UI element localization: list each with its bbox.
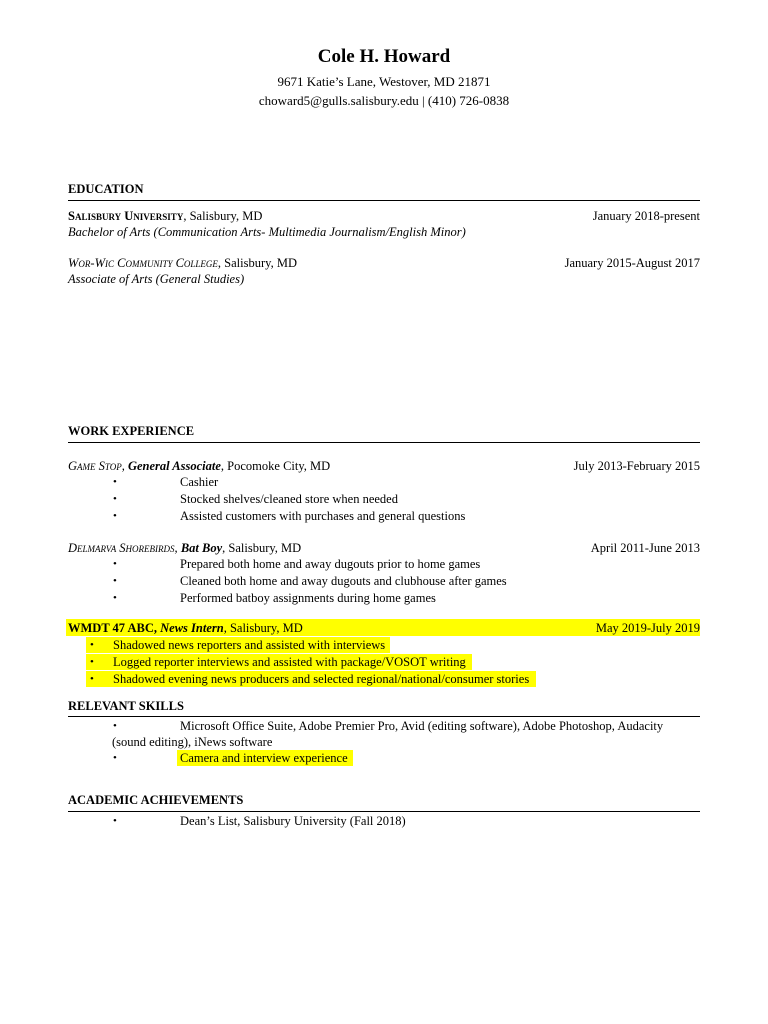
school-name: Salisbury University <box>68 209 184 223</box>
list-item: Shadowed evening news producers and selected regional/national/consumer stories <box>113 672 530 686</box>
school-location: , Salisbury, MD <box>183 209 263 223</box>
skills-heading: RELEVANT SKILLS <box>68 699 184 713</box>
job-location: , Salisbury, MD <box>223 621 303 635</box>
list-item: Camera and interview experience <box>180 751 348 765</box>
education-rule <box>68 200 700 201</box>
candidate-name: Cole H. Howard <box>317 46 451 67</box>
bullet-point: • <box>113 510 117 522</box>
bullet-point: • <box>113 752 117 764</box>
bullet-point: • <box>90 673 94 685</box>
work-heading: WORK EXPERIENCE <box>68 424 195 438</box>
bullet-point: • <box>90 639 94 651</box>
degree-text: Bachelor of Arts (Communication Arts- Multimedia Journalism/English Minor) <box>68 225 466 239</box>
academic-rule <box>68 811 700 812</box>
job-entry-wmdt <box>68 621 700 637</box>
list-item: Stocked shelves/cleaned store when needed <box>180 492 398 506</box>
education-heading: EDUCATION <box>68 182 144 196</box>
list-item-continuation: (sound editing), iNews software <box>112 735 273 749</box>
list-item: Microsoft Office Suite, Adobe Premier Pro, Avid (editing software), Adobe Photoshop, Audacity <box>180 719 664 733</box>
employer-name: WMDT 47 ABC, <box>68 621 158 635</box>
job-entry-gamestop <box>68 459 700 475</box>
education-dates: January 2015-August 2017 <box>564 256 700 270</box>
skills-rule <box>68 716 700 717</box>
job-location: , Pocomoke City, MD <box>220 459 331 473</box>
bullet-point: • <box>113 815 117 827</box>
education-entry-salisbury <box>68 209 700 225</box>
employer-name: Delmarva Shorebirds, <box>68 541 178 555</box>
bullet-point: • <box>113 476 117 488</box>
education-entry-worwic <box>68 256 700 272</box>
list-item: Assisted customers with purchases and general questions <box>180 509 466 523</box>
job-role: Bat Boy <box>180 541 223 555</box>
employer-name: Game Stop, <box>68 459 125 473</box>
work-rule <box>68 442 700 443</box>
contact-line: choward5@gulls.salisbury.edu | (410) 726-0838 <box>258 93 510 108</box>
list-item: Cashier <box>180 475 219 489</box>
education-dates: January 2018-present <box>592 209 700 223</box>
job-dates: July 2013-February 2015 <box>573 459 700 473</box>
bullet-point: • <box>113 493 117 505</box>
list-item: Logged reporter interviews and assisted with package/VOSOT writing <box>113 655 466 669</box>
school-name: Wor-Wic Community College <box>68 256 218 270</box>
job-dates: April 2011-June 2013 <box>590 541 700 555</box>
job-entry-shorebirds <box>68 541 700 557</box>
list-item: Dean’s List, Salisbury University (Fall 2018) <box>180 814 406 828</box>
bullet-point: • <box>113 720 117 732</box>
academic-heading: ACADEMIC ACHIEVEMENTS <box>68 793 244 807</box>
job-dates: May 2019-July 2019 <box>595 621 700 635</box>
school-location: , Salisbury, MD <box>217 256 297 270</box>
address-line: 9671 Katie’s Lane, Westover, MD 21871 <box>277 74 491 89</box>
job-role: News Intern <box>160 621 224 635</box>
degree-text: Associate of Arts (General Studies) <box>68 272 245 286</box>
bullet-point: • <box>113 575 117 587</box>
list-item: Performed batboy assignments during home games <box>180 591 436 605</box>
job-role: General Associate <box>127 459 221 473</box>
list-item: Shadowed news reporters and assisted with interviews <box>113 638 386 652</box>
bullet-point: • <box>90 656 94 668</box>
bullet-point: • <box>113 558 117 570</box>
list-item: Prepared both home and away dugouts prior to home games <box>180 557 481 571</box>
bullet-point: • <box>113 592 117 604</box>
list-item: Cleaned both home and away dugouts and clubhouse after games <box>180 574 507 588</box>
job-location: , Salisbury, MD <box>222 541 302 555</box>
